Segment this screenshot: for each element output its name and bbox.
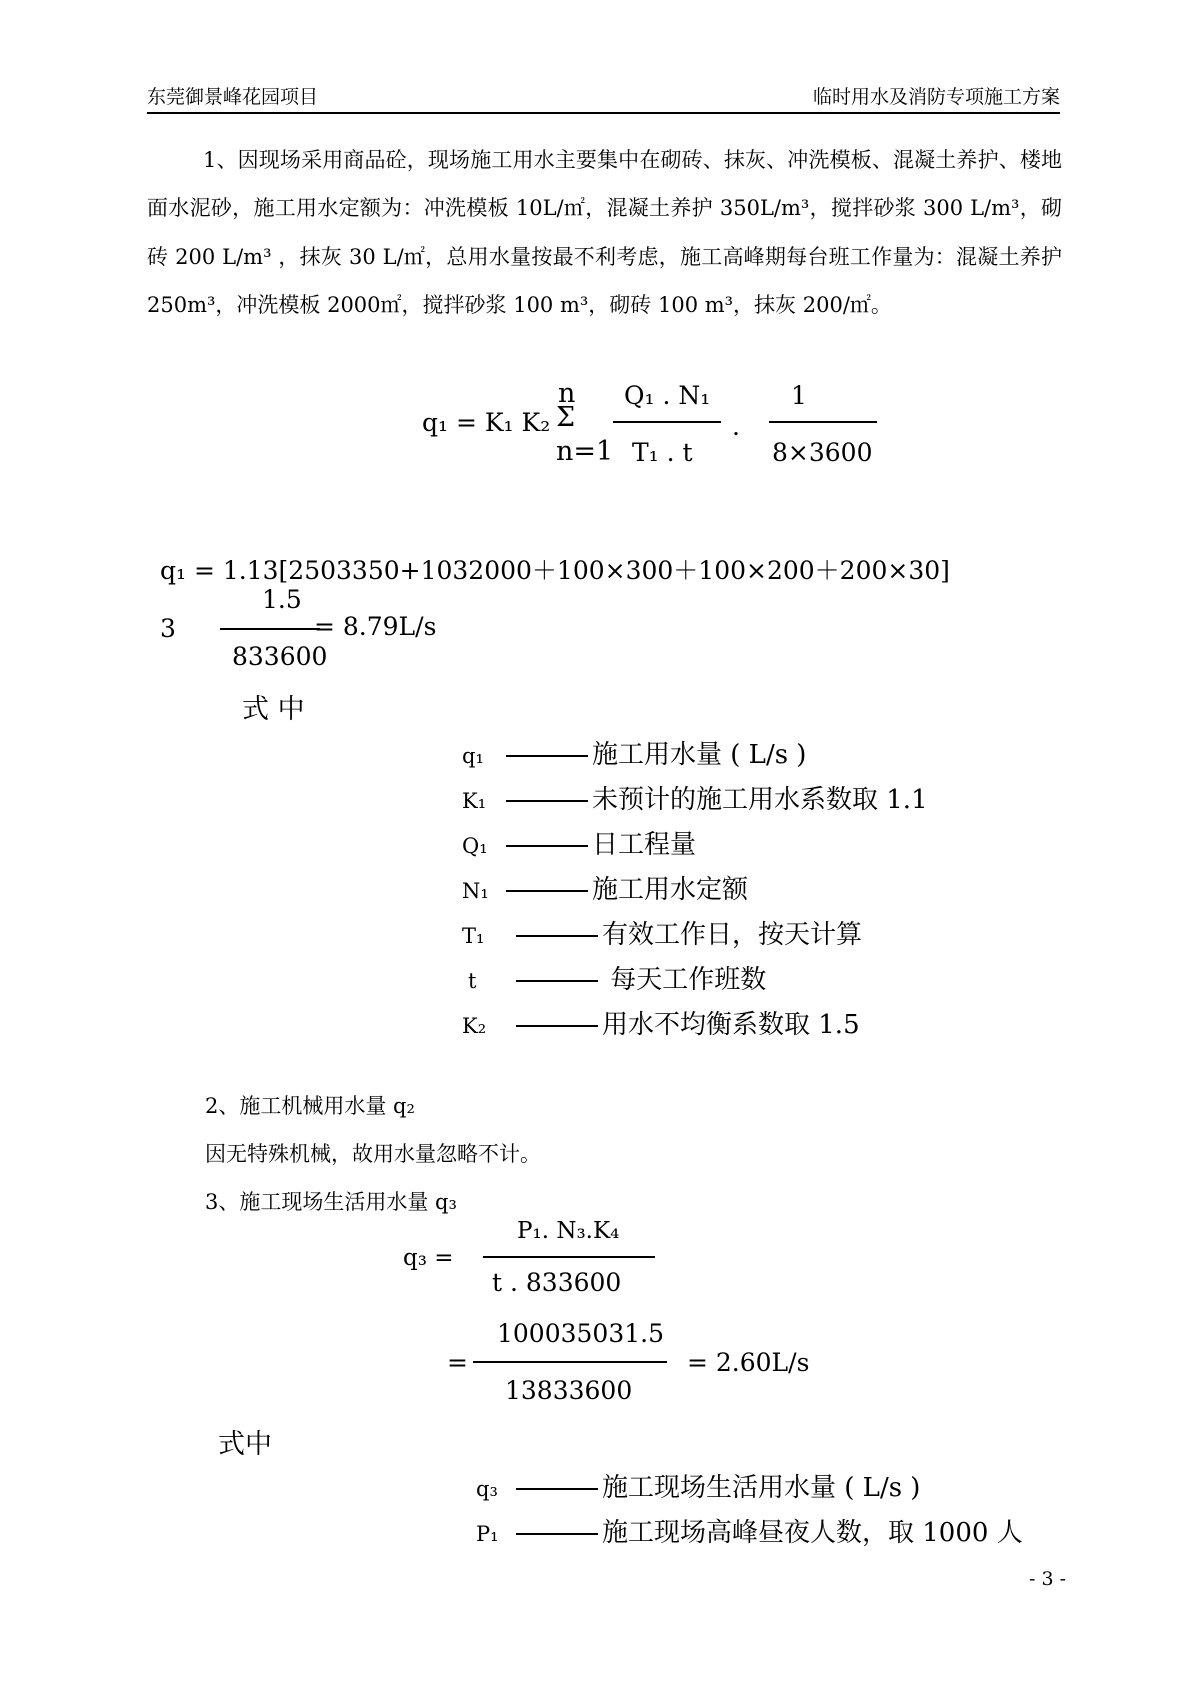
where1-title: 式 中 [242,694,305,725]
sigma-symbol: Σ [556,402,576,433]
header-project-name: 东莞御景峰花园项目 [147,86,319,108]
formula1-fraction-bar2 [769,421,877,423]
formula1-numerator2: 1 [791,381,807,410]
where1-row: K₁ 未预计的施工用水系数取 1.1 [462,785,928,815]
where2-title: 式中 [218,1429,272,1460]
header-document-title: 临时用水及消防专项施工方案 [812,86,1060,108]
formula1-fraction-bar [613,421,721,423]
calc1-result: = 8.79L/s [314,612,437,641]
formula3-eq: = [447,1348,468,1377]
header-rule [147,112,1060,114]
where1-row: q₁ 施工用水量 ( L/s ) [462,740,807,770]
where1-row: N₁ 施工用水定额 [462,875,749,905]
where1-row: Q₁ 日工程量 [462,830,697,860]
section2-title: 2、施工机械用水量 q₂ [205,1094,415,1118]
formula3-fraction-bar [483,1256,655,1258]
calc1-left: 3 [160,614,176,643]
formula1-denominator2: 8×3600 [772,438,873,467]
where2-row: P₁ 施工现场高峰昼夜人数，取 1000 人 [476,1518,1023,1548]
formula1-lower: n=1 [556,436,614,467]
formula1-denominator: T₁ . t [632,438,693,467]
formula1-dot: . [732,412,740,441]
section1-paragraph: 1、因现场采用商品砼，现场施工用水主要集中在砌砖、抹灰、冲洗模板、混凝土养护、楼地面水泥砂，施工用水定额为：冲洗模板 10L/㎡，混凝土养护 350L/m³，搅拌砂浆 300 L/m³，砌砖 200 L/m³ ，抹灰 30 L/㎡，总用水量按最不利考虑，施工高峰期每台班工作量为：混凝土养护 250m³，冲洗模板 2000㎡，搅拌砂浆 100 m³，砌砖 100 m³，抹灰 200/㎡。 [147,148,1062,317]
where1-row: T₁ 有效工作日，按天计算 [462,920,863,950]
where1-row: K₂ 用水不均衡系数取 1.5 [462,1010,860,1040]
where1-row: t 每天工作班数 [468,965,767,995]
formula1-numerator: Q₁ . N₁ [624,381,711,410]
where2-row: q₃ 施工现场生活用水量 ( L/s ) [476,1473,921,1503]
formula3-numerator: P₁. N₃.K₄ [517,1218,620,1244]
calc1-denominator: 833600 [232,642,328,671]
section2-text: 因无特殊机械，故用水量忽略不计。 [205,1142,541,1166]
formula1-lhs: q₁ = K₁ K₂ [422,408,551,437]
formula1-upper: n [558,378,576,409]
formula3-denominator: t . 833600 [492,1268,622,1297]
calc1-line: q₁ = 1.13[2503350+1032000＋100×300＋100×200＋200×30] [160,556,950,585]
formula3-numerator2: 100035031.5 [497,1319,665,1348]
calc1-fraction-bar [220,628,320,630]
section3-title: 3、施工现场生活用水量 q₃ [205,1190,457,1214]
page-number: - 3 - [1028,1568,1066,1590]
formula3-lhs: q₃ = [403,1245,454,1271]
formula3-fraction-bar2 [473,1361,667,1363]
formula3-denominator2: 13833600 [505,1376,633,1405]
calc1-numerator: 1.5 [262,585,302,614]
formula3-result: = 2.60L/s [687,1348,810,1377]
